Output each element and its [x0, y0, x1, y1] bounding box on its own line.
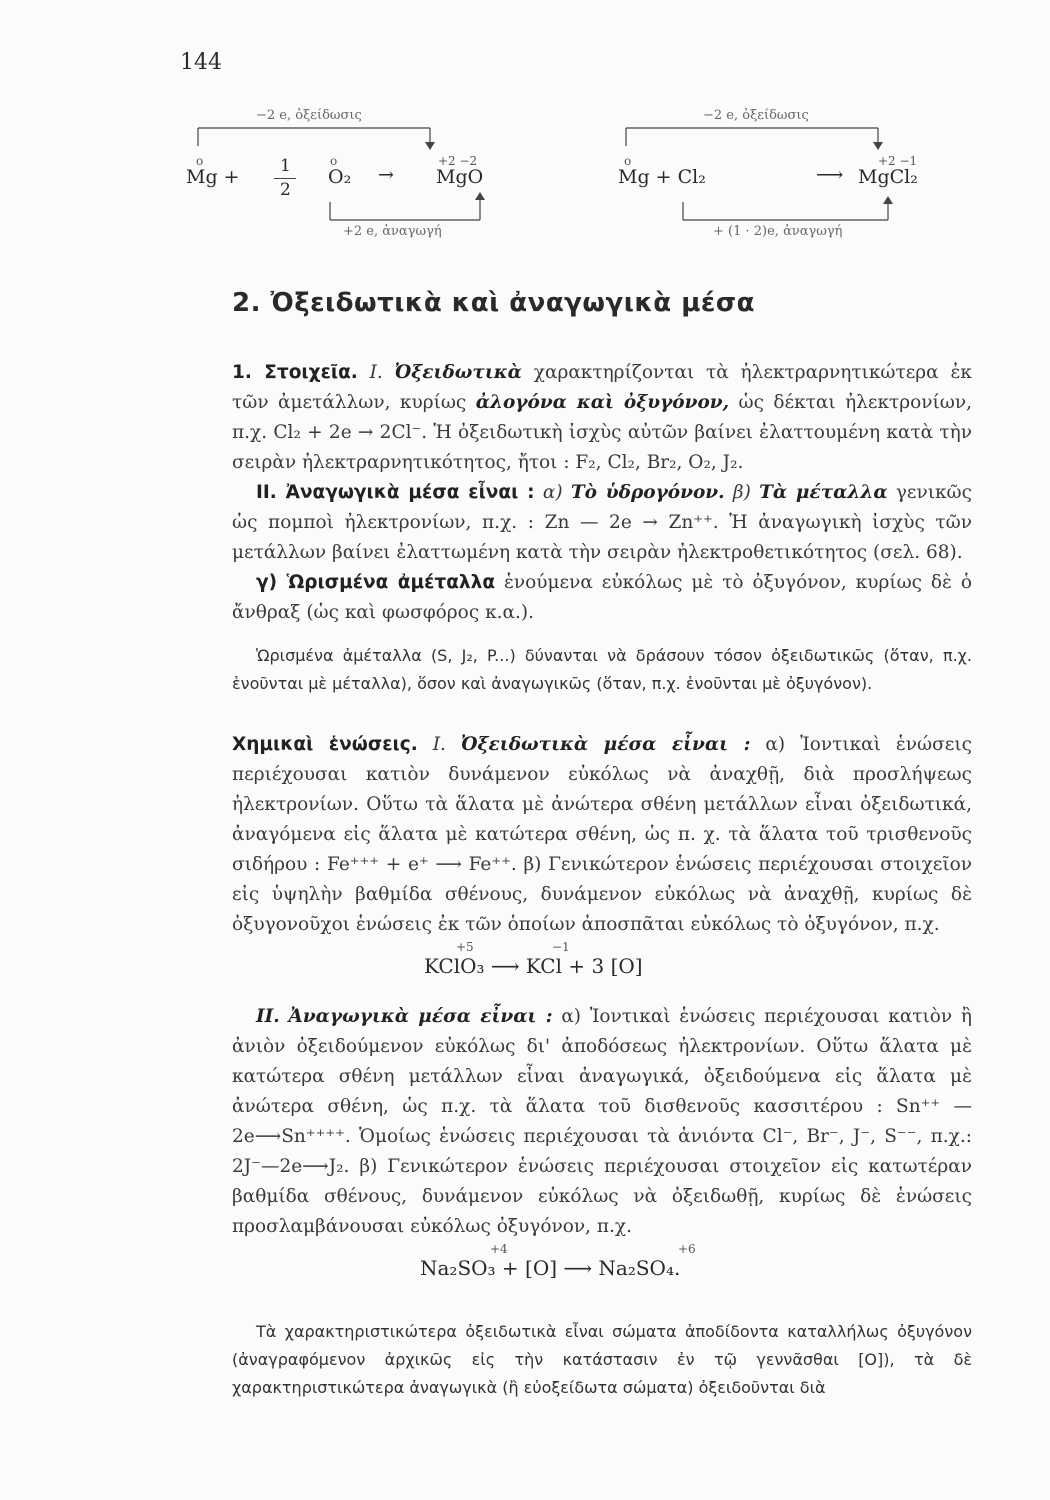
- p2-text: γενικῶς ὡς πομποὶ ἠλεκτρονίων, π.χ. : Zn — 2e → Zn⁺⁺. Ἡ ἀναγωγικὴ ἰσχὺς τῶν μετάλλων βαίνει ἐλαττωμένη κατὰ τὴν σειρὰν ἠλεκτροθετικότητος (σελ. 68).: [232, 482, 972, 563]
- reactant-mg: Mg +: [186, 166, 240, 188]
- note-text: Ὡρισμένα ἀμέταλλα (S, J₂, P...) δύνανται νὰ δράσουν τόσον ὀξειδωτικῶς (ὅταν, π.χ. ἑνοῦνται μὲ μέταλλα), ὅσον καὶ ἀναγωγικῶς (ὅταν, π.χ. ἑνοῦνται μὲ ὀξυγόνον).: [232, 646, 972, 693]
- p1-text-2: ὡς δέκται ἠλεκτρονίων, π.χ. Cl₂ + 2e → 2Cl⁻. Ἡ ὀξειδωτικὴ ἰσχὺς αὐτῶν βαίνει ἐλαττουμένη κατὰ τὴν σειρὰν ἠλεκτραρνητικότητος, ἤτοι : F₂, Cl₂, Br₂, O₂, J₂.: [232, 392, 972, 473]
- formula-kclo3-text: KClO₃ ⟶ KCl + 3 [O]: [424, 954, 643, 978]
- reactants-mg-cl2: Mg + Cl₂: [618, 166, 706, 188]
- ox-state-mgcl2: +2 −1: [878, 154, 918, 168]
- item-b-label: β): [732, 482, 751, 503]
- reduction-label-right: + (1 · 2)e, ἀναγωγή: [713, 224, 843, 239]
- product-mgcl2: MgCl₂: [858, 166, 918, 188]
- note-nonmetals: [232, 642, 972, 698]
- compounds-heading: Χημικαὶ ἑνώσεις.: [232, 734, 418, 755]
- hydrogen-term: Τὸ ὑδρογόνον.: [570, 482, 725, 503]
- roman-one: I.: [369, 362, 383, 383]
- reducing-heading: II. Ἀναγωγικὰ μέσα εἶναι :: [256, 482, 535, 503]
- ox-state-cl-plus5: +5: [456, 940, 474, 954]
- oxidizing-term: Ὀξειδωτικὰ: [394, 362, 522, 383]
- elements-heading: 1. Στοιχεῖα.: [232, 362, 358, 383]
- formula-na2so3: [420, 1242, 696, 1280]
- halogens-oxygen-term: ἀλογόνα καὶ ὀξυγόνον,: [475, 392, 730, 413]
- paragraph-reducing-agents: [232, 478, 972, 568]
- ox-state-o2: o: [330, 154, 338, 168]
- p5-text: α) Ἰοντικαὶ ἑνώσεις περιέχουσαι κατιὸν ἢ ἀνιὸν ὀξειδούμενον εὐκόλως δι' ἀποδόσεως ἠλεκτρονίων. Οὕτω ἅλατα μὲ κατώτερα σθένη μετάλλων εἶναι ἀναγωγικά, ὀξειδούμενα εἰς ἅλατα μὲ ἀνώτερα σθένη, ὡς π.χ. τὰ ἅλατα τοῦ δισθενοῦς κασσιτέρου : Sn⁺⁺ — 2e⟶Sn⁺⁺⁺⁺. Ὁμοίως ἑνώσεις περιέχουσαι τὰ ἀνιόντα Cl⁻, Br⁻, J⁻, S⁻⁻, π.χ.: 2J⁻—2e⟶J₂. β) Γενικώτερον ἑνώσεις περιέχουσαι στοιχεῖον εἰς κατωτέραν βαθμίδα σθένους, δυνάμενον εὐκόλως νὰ ὀξειδωθῇ, κυρίως δὲ ἑνώσεις προσλαμβάνουσαι εὐκόλως ὀξυγόνον, π.χ.: [232, 1006, 972, 1237]
- ox-state-s-plus6: +6: [678, 1242, 696, 1256]
- oxidation-label-left: −2 e, ὀξείδωσις: [256, 108, 362, 123]
- ox-state-mg-right: o: [624, 154, 632, 168]
- formula-kclo3: [424, 940, 643, 978]
- reducing-agents-term: Ἀναγωγικὰ μέσα εἶναι :: [288, 1006, 553, 1027]
- fraction-denominator: 2: [280, 180, 291, 200]
- p3-text: ἑνούμενα εὐκόλως μὲ τὸ ὀξυγόνον, κυρίως δὲ ὁ ἄνθραξ (ὡς καὶ φωσφόρος κ.α.).: [232, 572, 973, 623]
- reaction-arrow-left: →: [378, 164, 394, 186]
- reaction-arrow-right: ⟶: [816, 164, 844, 186]
- page-number: 144: [180, 50, 222, 75]
- p1-text-1: χαρακτηρίζονται τὰ ἠλεκτραρνητικώτερα ἐκ τῶν ἀμετάλλων, κυρίως: [232, 362, 972, 413]
- p4-text: α) Ἰοντικαὶ ἑνώσεις περιέχουσαι κατιὸν δυνάμενον εὐκόλως νὰ ἀναχθῇ, διὰ προσλήψεως ἠλεκτρονίων. Οὕτω τὰ ἅλατα μὲ ἀνώτερα σθένη μετάλλων εἶναι ὀξειδωτικά, ἀναγόμενα εἰς ἅλατα μὲ κατώτερα σθένη, ὡς π. χ. τὰ ἅλατα τοῦ τρισθενοῦς σιδήρου : Fe⁺⁺⁺ + e⁺ ⟶ Fe⁺⁺. β) Γενικώτερον ἑνώσεις περιέχουσαι στοιχεῖον εἰς ὑψηλὴν βαθμίδα σθένους, δυνάμενον εὐκόλως νὰ ἀναχθῇ, κυρίως δὲ ὀξυγονοῦχοι ἑνώσεις ἐκ τῶν ὁποίων ἀποσπᾶται εὐκόλως τὸ ὀξυγόνον, π.χ.: [232, 734, 972, 935]
- fraction-bar: [274, 178, 296, 179]
- paragraph-compounds-reducing: [232, 1002, 972, 1242]
- reactant-o2: O₂: [328, 166, 352, 188]
- closing-text: Τὰ χαρακτηριστικώτερα ὀξειδωτικὰ εἶναι σώματα ἀποδίδοντα καταλλήλως ὀξυγόνον (ἀναγραφόμενον ἀρχικῶς εἰς τὴν κατάστασιν ἐν τῷ γεννᾶσθαι [O]), τὰ δὲ χαρακτηριστικώτερα ἀναγωγικὰ (ἢ εὐοξείδωτα σώματα) ὀξειδοῦνται διὰ: [232, 1322, 972, 1397]
- compounds-roman-one: I.: [432, 734, 446, 755]
- redox-equations-figure: [178, 100, 938, 250]
- paragraph-nonmetals: [232, 568, 972, 628]
- compounds-roman-two: II.: [256, 1006, 280, 1027]
- ox-state-s-plus4: +4: [490, 1242, 508, 1256]
- ox-state-mgo: +2 −2: [438, 154, 478, 168]
- item-a-label: α): [542, 482, 563, 503]
- paragraph-compounds-oxidizing: [232, 730, 972, 940]
- oxidizing-agents-term: Ὀξειδωτικὰ μέσα εἶναι :: [460, 734, 751, 755]
- paragraph-elements-oxidizing: [232, 358, 972, 478]
- formula-na2so3-text: Na₂SO₃ + [O] ⟶ Na₂SO₄.: [420, 1256, 681, 1280]
- ox-state-cl-minus1: −1: [552, 940, 570, 954]
- metals-term: Τὰ μέταλλα: [759, 482, 888, 503]
- fraction-numerator: 1: [280, 156, 291, 176]
- section-title: 2. Ὀξειδωτικὰ καὶ ἀναγωγικὰ μέσα: [232, 288, 755, 318]
- reduction-label-left: +2 e, ἀναγωγή: [343, 224, 442, 239]
- nonmetals-heading: γ) Ὡρισμένα ἀμέταλλα: [256, 572, 496, 593]
- closing-paragraph: [232, 1318, 972, 1402]
- oxidation-label-right: −2 e, ὀξείδωσις: [703, 108, 809, 123]
- ox-state-mg: o: [196, 154, 204, 168]
- product-mgo: MgO: [436, 166, 484, 188]
